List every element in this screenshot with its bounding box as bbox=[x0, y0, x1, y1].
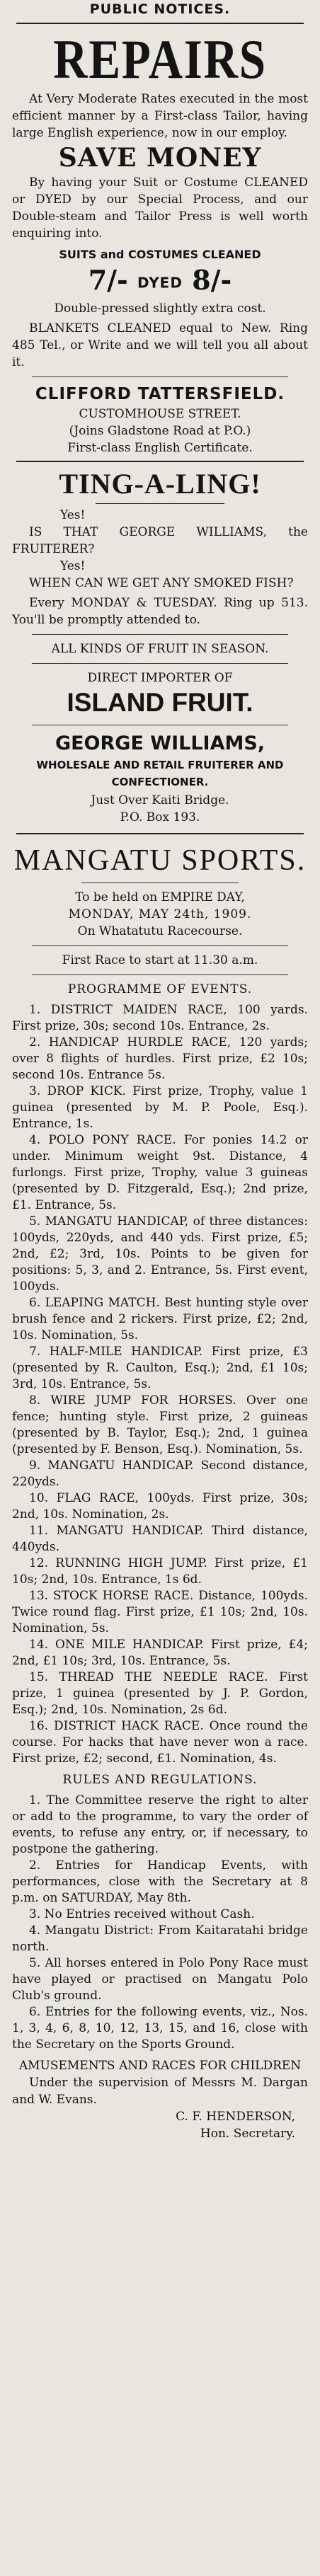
divider bbox=[16, 461, 304, 462]
firm-address-note: (Joins Gladstone Road at P.O.) bbox=[69, 423, 251, 438]
event-item: 8. WIRE JUMP FOR HORSES. Over one fence; hunting style. First prize, 2 guineas (presented by B. Taylor, Esq.); 2nd, 1 guinea (presented by F. Benson, Esq.). Nomination, 5s. bbox=[12, 1393, 308, 1456]
answer-text: Every MONDAY & TUESDAY. Ring up 513. You'll be promptly attended to. bbox=[12, 595, 308, 627]
rules-title: RULES AND REGULATIONS. bbox=[62, 1772, 258, 1787]
supervision-text: Under the supervision of Messrs M. Dargan and W. Evans. bbox=[12, 2075, 308, 2107]
section-header: PUBLIC NOTICES. bbox=[89, 1, 231, 17]
george-williams-name: GEORGE WILLIAMS, bbox=[55, 732, 265, 754]
kaiti-bridge: Just Over Kaiti Bridge. bbox=[91, 793, 229, 807]
divider bbox=[32, 634, 288, 635]
divider bbox=[32, 945, 288, 946]
programme-title: PROGRAMME OF EVENTS. bbox=[67, 982, 253, 996]
sports-title: MANGATU SPORTS. bbox=[13, 844, 307, 877]
amusements-title: AMUSEMENTS AND RACES FOR CHILDREN bbox=[18, 2058, 302, 2073]
question-fruiterer: IS THAT GEORGE WILLIAMS, the FRUITERER? bbox=[12, 524, 308, 556]
divider bbox=[32, 974, 288, 975]
newspaper-column bbox=[8, 0, 312, 2142]
repairs-advert bbox=[11, 28, 309, 456]
firm-name: CLIFFORD TATTERSFIELD. bbox=[35, 384, 285, 403]
price-dyed-label: DYED bbox=[137, 274, 183, 292]
event-item: 11. MANGATU HANDICAP. Third distance, 440yds. bbox=[12, 1523, 308, 1554]
save-money-title: SAVE MONEY bbox=[58, 143, 262, 173]
event-item: 7. HALF-MILE HANDICAP. First prize, £3 (presented by R. Caulton, Esq.); 2nd, £1 10s; 3rd, 10s. Entrance, 5s. bbox=[12, 1344, 308, 1391]
secretary-name: C. F. HENDERSON, bbox=[176, 2109, 295, 2124]
price-dyed: 8/- bbox=[192, 264, 232, 296]
repairs-intro: At Very Moderate Rates executed in the most efficient manner by a First-class Tailor, having large English experience, now in our employ. bbox=[12, 92, 308, 140]
event-item: 12. RUNNING HIGH JUMP. First prize, £1 10s; 2nd, 10s. Entrance, 1s 6d. bbox=[12, 1556, 308, 1587]
ting-title: TING-A-LING! bbox=[59, 467, 261, 500]
first-race-line: First Race to start at 11.30 a.m. bbox=[62, 953, 258, 967]
divider bbox=[32, 663, 288, 664]
event-item: 1. DISTRICT MAIDEN RACE, 100 yards. First prize, 30s; second 10s. Entrance, 2s. bbox=[12, 1002, 308, 1033]
event-item: 5. MANGATU HANDICAP, of three distances: 100yds, 220yds, and 440 yds. First prize, £5; 2nd, £2; 3rd, 10s. Points to be given for positions: 5, 3, and 2. Entrance, 5s. First event, 100yds. bbox=[12, 1214, 308, 1294]
rules-list bbox=[11, 1793, 309, 2053]
firm-certificate: First-class English Certificate. bbox=[67, 440, 253, 455]
events-list bbox=[11, 1002, 309, 1767]
divider bbox=[81, 882, 239, 883]
held-on-line: To be held on EMPIRE DAY, bbox=[75, 890, 245, 904]
po-box: P.O. Box 193. bbox=[120, 810, 200, 824]
event-item: 9. MANGATU HANDICAP. Second distance, 220yds. bbox=[12, 1458, 308, 1489]
rule-item: 3. No Entries received without Cash. bbox=[29, 1907, 255, 1921]
price-line bbox=[11, 263, 309, 300]
event-item: 14. ONE MILE HANDICAP. First prize, £4; 2nd, £1 10s; 3rd, 10s. Entrance, 5s. bbox=[12, 1637, 308, 1668]
price-cleaned: 7/- bbox=[88, 264, 128, 296]
firm-address: CUSTOMHOUSE STREET. bbox=[79, 406, 241, 421]
suits-line: SUITS and COSTUMES CLEANED bbox=[59, 248, 261, 261]
date-line: MONDAY, MAY 24th, 1909. bbox=[68, 907, 252, 921]
rule-item: 2. Entries for Handicap Events, with performances, close with the Secretary at 8 p.m. on SATURDAY, May 8th. bbox=[12, 1858, 308, 1905]
divider bbox=[16, 833, 304, 834]
rule-item: 5. All horses entered in Polo Pony Race must have played or practised on Mangatu Polo Club's ground. bbox=[12, 1955, 308, 2003]
rule-item: 6. Entries for the following events, viz., Nos. 1, 3, 4, 6, 8, 10, 12, 13, 15, and 16, close with the Secretary on the Sports Ground. bbox=[12, 2004, 308, 2052]
fruiterer-advert bbox=[11, 466, 309, 826]
island-fruit-title: ISLAND FRUIT. bbox=[67, 687, 253, 717]
divider bbox=[96, 503, 224, 504]
direct-importer: DIRECT IMPORTER OF bbox=[87, 670, 233, 685]
rule-item: 1. The Committee reserve the right to alter or add to the programme, to vary the order of events, to refuse any entry, or, if necessary, to postpone the gathering. bbox=[12, 1793, 308, 1856]
save-money-text: By having your Suit or Costume CLEANED or DYED by our Special Process, and our Double-steam and Tailor Press is well worth enquiring into. bbox=[12, 176, 308, 241]
event-item: 15. THREAD THE NEEDLE RACE. First prize, 1 guinea (presented by J. P. Gordon, Esq.); 2nd, 10s. Nomination, 2s 6d. bbox=[12, 1669, 308, 1717]
divider bbox=[32, 376, 288, 377]
event-item: 4. POLO PONY RACE. For ponies 14.2 or under. Minimum weight 9st. Distance, 4 furlongs. First prize, Trophy, value 3 guineas (presented by D. Fitzgerald, Esq.); 2nd prize, £1. Entrance, 5s. bbox=[12, 1132, 308, 1212]
event-item: 10. FLAG RACE, 100yds. First prize, 30s; 2nd, 10s. Nomination, 2s. bbox=[12, 1490, 308, 1522]
yes-line: Yes! bbox=[60, 558, 86, 573]
all-kinds-fruit: ALL KINDS OF FRUIT IN SEASON. bbox=[51, 641, 269, 656]
repairs-title: REPAIRS bbox=[53, 28, 267, 90]
event-item: 13. STOCK HORSE RACE. Distance, 100yds. Twice round flag. First prize, £1 10s; 2nd, 10s. Nomination, 5s. bbox=[12, 1588, 308, 1635]
sports-advert bbox=[11, 841, 309, 2142]
question-smoked-fish: WHEN CAN WE GET ANY SMOKED FISH? bbox=[29, 575, 294, 590]
blankets-text: BLANKETS CLEANED equal to New. Ring 485 Tel., or Write and we will tell you all about it. bbox=[12, 321, 308, 369]
event-item: 2. HANDICAP HURDLE RACE, 120 yards; over 8 flights of hurdles. First prize, £2 10s; second 10s. Entrance 5s. bbox=[12, 1035, 308, 1082]
yes-line: Yes! bbox=[60, 507, 86, 522]
divider bbox=[16, 23, 304, 24]
venue-line: On Whatatutu Racecourse. bbox=[77, 924, 243, 938]
double-pressed-note: Double-pressed slightly extra cost. bbox=[54, 301, 266, 316]
rule-item: 4. Mangatu District: From Kaitaratahi bridge north. bbox=[12, 1923, 308, 1954]
wholesale-text: WHOLESALE AND RETAIL FRUITERER AND CONFECTIONER. bbox=[36, 758, 284, 788]
event-item: 6. LEAPING MATCH. Best hunting style over brush fence and 2 rickers. First prize, £2; 2nd, 10s. Nomination, 5s. bbox=[12, 1295, 308, 1342]
event-item: 16. DISTRICT HACK RACE. Once round the course. For hacks that have never won a race. First prize, £2; second, £1. Nomination, 4s. bbox=[12, 1718, 308, 1766]
secretary-title: Hon. Secretary. bbox=[200, 2126, 295, 2141]
event-item: 3. DROP KICK. First prize, Trophy, value 1 guinea (presented by M. P. Poole, Esq.). Entrance, 1s. bbox=[12, 1083, 308, 1131]
